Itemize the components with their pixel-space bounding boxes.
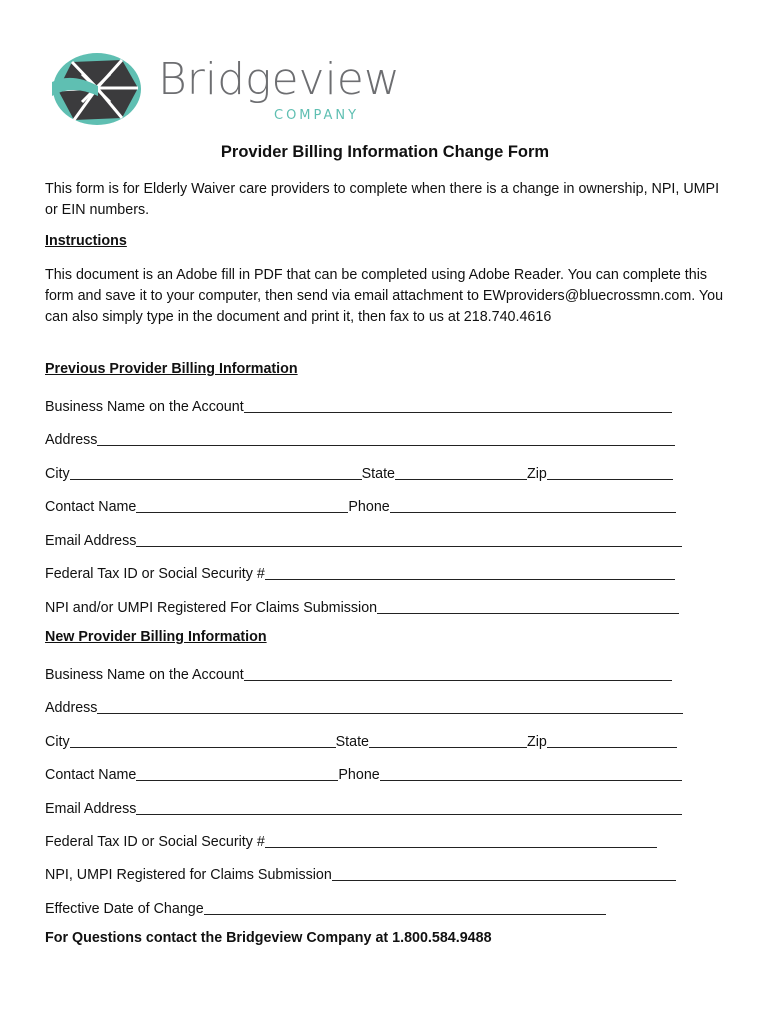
new-tax-id-label: Federal Tax ID or Social Security # [45,834,265,850]
prev-phone-field[interactable] [390,497,676,513]
instructions-text: This document is an Adobe fill in PDF that can be completed using Adobe Reader. You can complete this form and save it to your computer, then send via email attachment to EWproviders@bluecrossmn.com. You can also simply type in the document and print it, then fax to us at 218.740.4616 [45,267,724,325]
prev-npi-field[interactable] [377,598,679,614]
new-zip-label: Zip [527,734,547,750]
new-npi-label: NPI, UMPI Registered for Claims Submission [45,867,332,883]
prev-business-name-row [45,395,672,415]
brand-name: Bridgeview [158,54,400,105]
new-address-row [45,696,683,716]
contact-footer: For Questions contact the Bridgeview Company at 1.800.584.9488 [45,930,492,946]
effective-date-label: Effective Date of Change [45,901,204,917]
effective-date-row [45,897,606,917]
new-phone-field[interactable] [380,765,682,781]
prev-business-name-label: Business Name on the Account [45,399,244,415]
new-business-name-field[interactable] [244,665,672,681]
new-address-field[interactable] [97,698,683,714]
prev-business-name-field[interactable] [244,397,672,413]
new-npi-field[interactable] [332,865,676,881]
prev-tax-id-label: Federal Tax ID or Social Security # [45,566,265,582]
prev-city-row [45,462,673,482]
prev-email-row [45,529,682,549]
new-npi-row [45,863,676,883]
intro-text: This form is for Elderly Waiver care providers to complete when there is a change in ownership, NPI, UMPI or EIN numbers. [45,181,720,218]
company-logo [48,48,398,128]
new-contact-name-field[interactable] [136,765,338,781]
prev-city-label: City [45,466,70,482]
prev-zip-field[interactable] [547,464,673,480]
page-title: Provider Billing Information Change Form [220,143,550,161]
instructions-heading: Instructions [45,233,127,249]
prev-email-field[interactable] [136,531,682,547]
prev-tax-id-field[interactable] [265,564,675,580]
prev-zip-label: Zip [527,466,547,482]
new-city-label: City [45,734,70,750]
prev-state-label: State [361,466,396,482]
prev-address-field[interactable] [97,430,675,446]
new-state-label: State [335,734,370,750]
prev-npi-row [45,596,679,616]
new-contact-name-label: Contact Name [45,767,137,783]
prev-city-field[interactable] [70,464,362,480]
prev-contact-name-field[interactable] [136,497,348,513]
prev-phone-label: Phone [348,499,390,515]
prev-contact-name-label: Contact Name [45,499,137,515]
new-city-row [45,730,677,750]
new-address-label: Address [45,700,98,716]
new-state-field[interactable] [369,732,527,748]
new-city-field[interactable] [70,732,336,748]
prev-npi-label: NPI and/or UMPI Registered For Claims Submission [45,600,378,616]
prev-state-field[interactable] [395,464,527,480]
new-phone-label: Phone [338,767,380,783]
prev-address-label: Address [45,432,98,448]
previous-provider-heading: Previous Provider Billing Information [45,361,298,377]
new-business-name-label: Business Name on the Account [45,667,244,683]
new-tax-id-row [45,830,657,850]
new-email-label: Email Address [45,801,137,817]
new-email-field[interactable] [136,799,682,815]
effective-date-field[interactable] [204,899,606,915]
bridgeview-logo-icon [52,52,142,126]
new-provider-heading: New Provider Billing Information [45,629,267,645]
new-zip-field[interactable] [547,732,677,748]
prev-email-label: Email Address [45,533,137,549]
prev-address-row [45,428,675,448]
prev-tax-id-row [45,562,675,582]
new-business-name-row [45,663,672,683]
prev-contact-row [45,495,676,515]
new-tax-id-field[interactable] [265,832,657,848]
new-email-row [45,797,682,817]
brand-subtitle: COMPANY [274,108,360,123]
new-contact-row [45,763,682,783]
